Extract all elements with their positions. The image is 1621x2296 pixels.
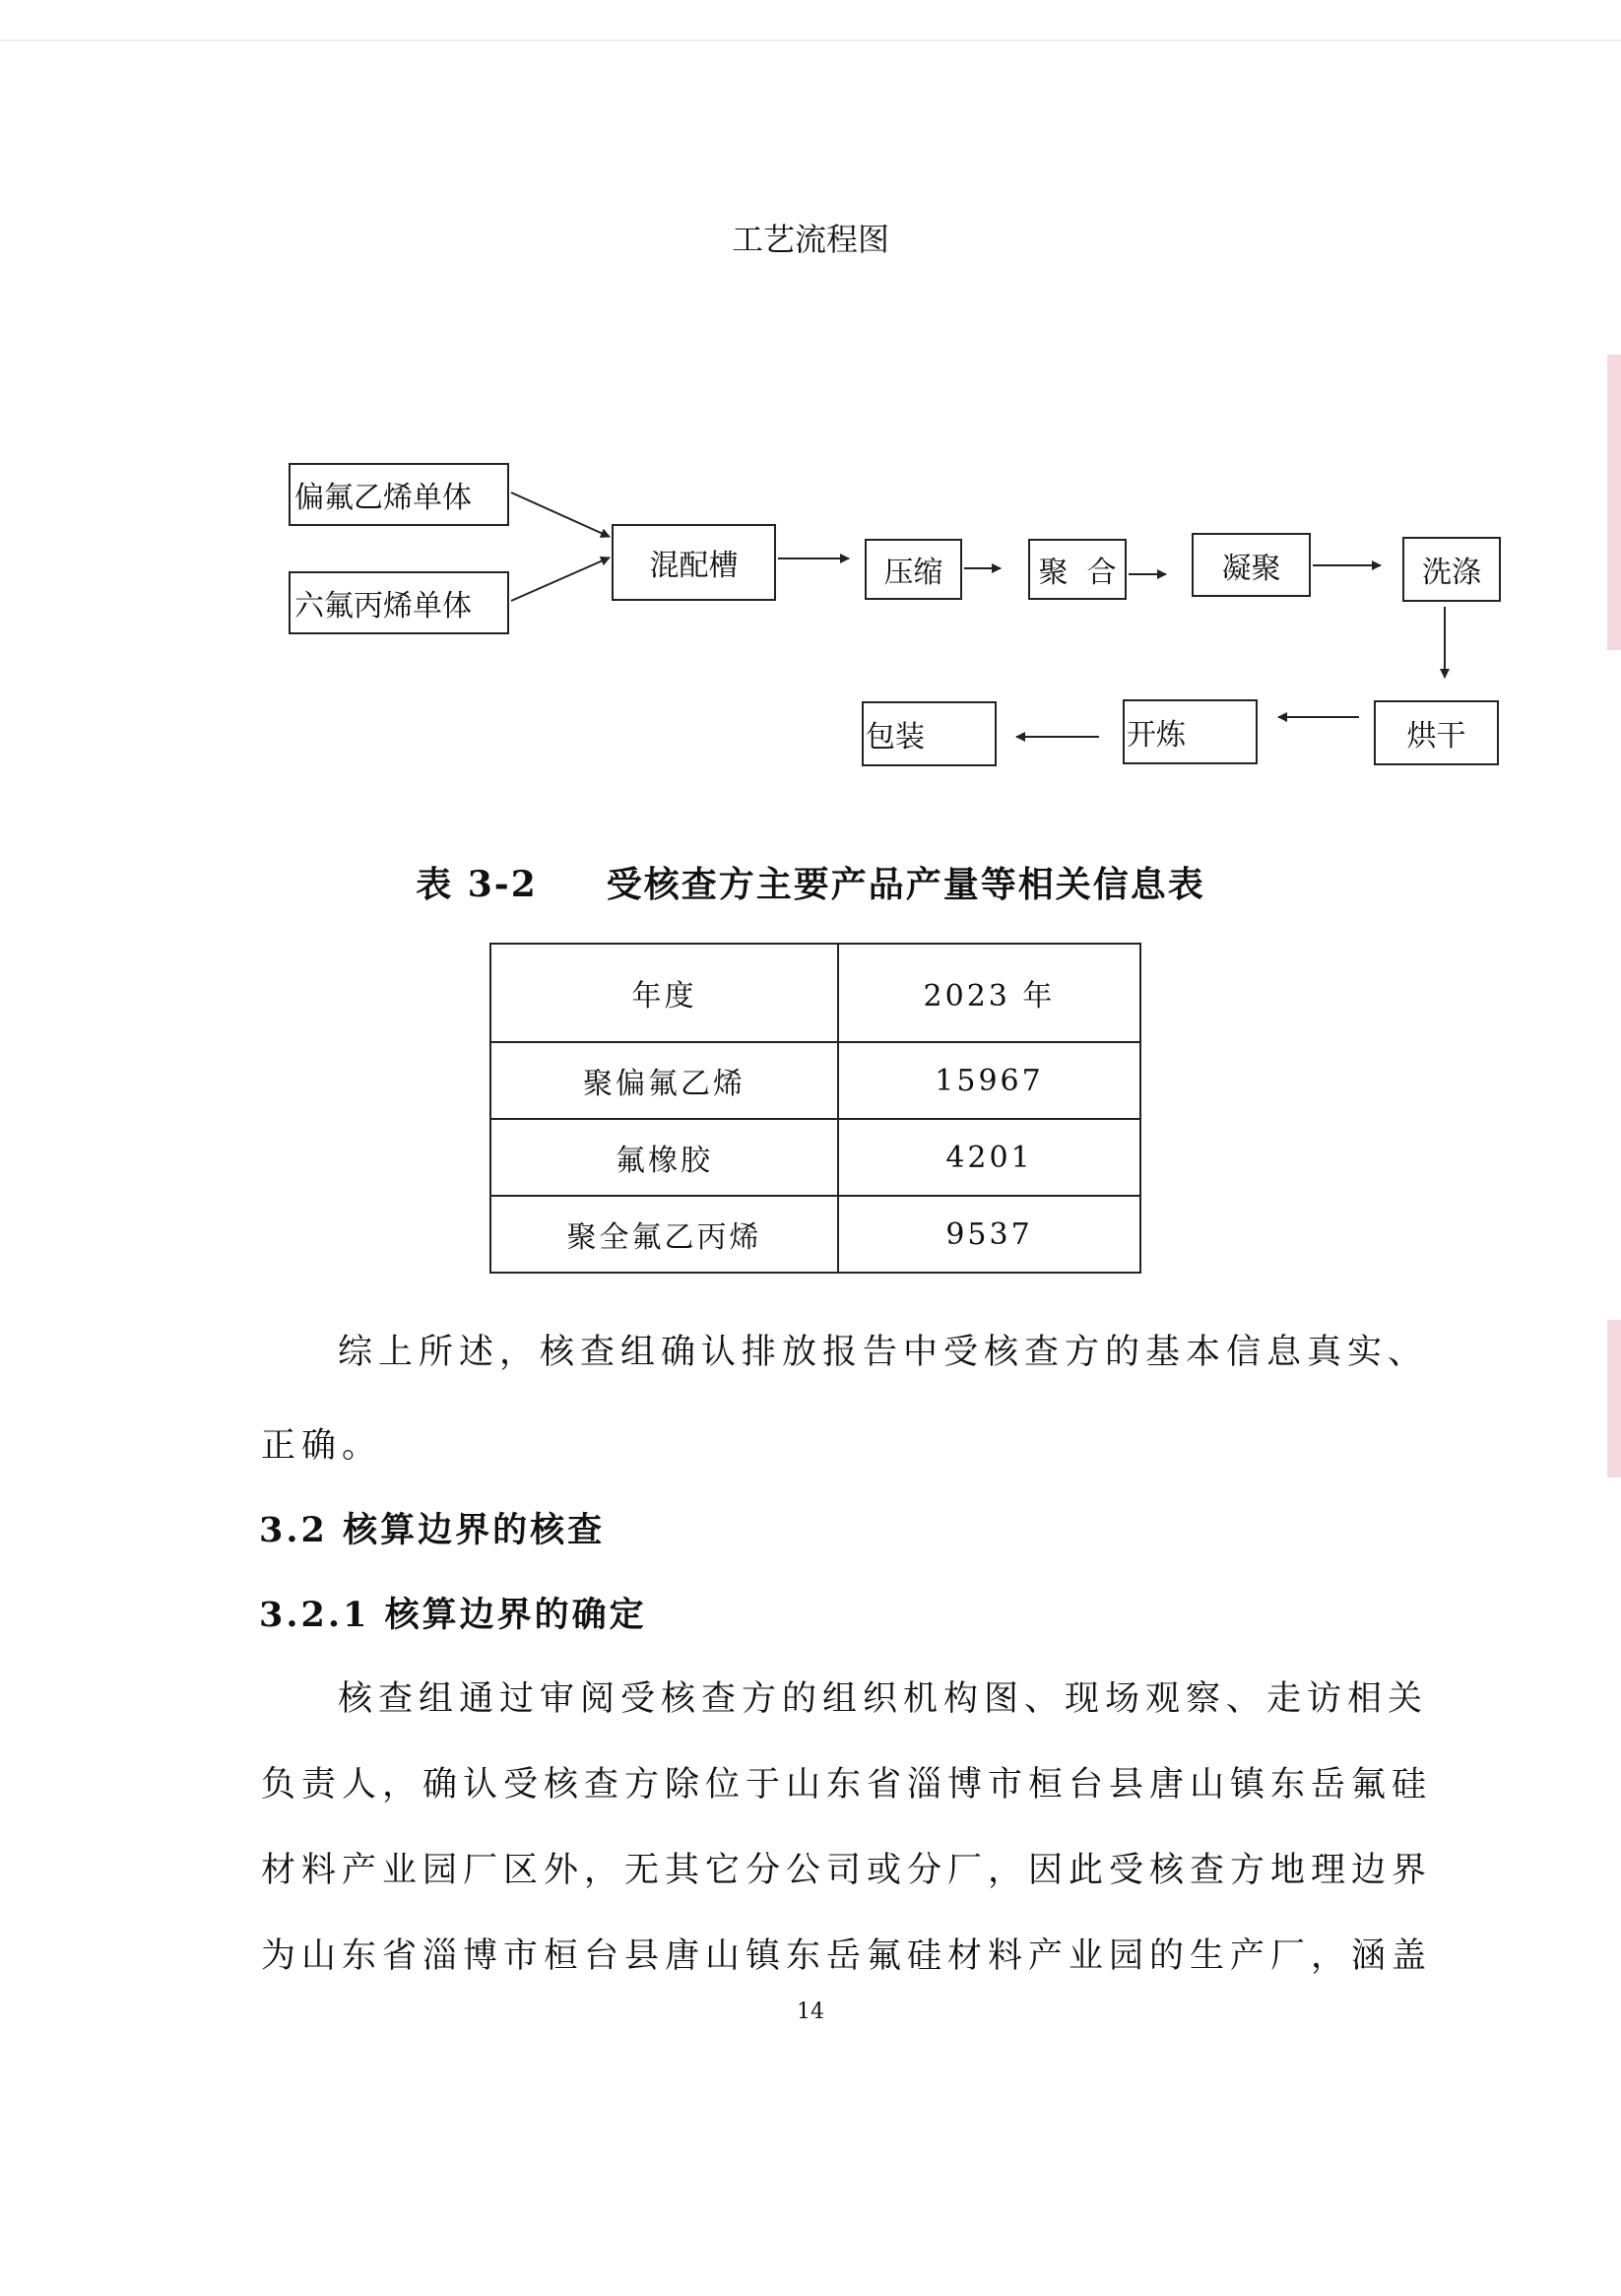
flow-box-mill: 开炼 <box>1123 699 1258 764</box>
flow-box-pack: 包装 <box>862 701 997 766</box>
flow-box-mix: 混配槽 <box>612 524 776 601</box>
table-row <box>490 1119 1140 1196</box>
table-cell-value: 15967 <box>838 1042 1140 1119</box>
page-number: 14 <box>797 2000 824 2024</box>
arrow-monomer2-to-mix <box>511 558 610 601</box>
flow-box-wash: 洗涤 <box>1402 537 1501 602</box>
table-caption-number: 表 3-2 <box>416 864 538 905</box>
flow-box-monomer1: 偏氟乙烯单体 <box>289 463 509 526</box>
product-output-table <box>489 943 1141 1274</box>
table-header-cell: 2023 年 <box>838 944 1140 1042</box>
scan-edge-stain <box>1607 1320 1621 1477</box>
flow-box-dry: 烘干 <box>1374 700 1499 765</box>
table-cell-value: 4201 <box>838 1119 1140 1196</box>
paragraph-line-1: 核查组通过审阅受核查方的组织机构图、现场观察、走访相关 <box>338 1679 1429 1719</box>
table-header-row <box>490 944 1140 1042</box>
table-caption <box>0 857 1621 907</box>
summary-line-2: 正确。 <box>261 1426 383 1466</box>
flowchart-title: 工艺流程图 <box>731 221 889 258</box>
paragraph-line-4: 为山东省淄博市桓台县唐山镇东岳氟硅材料产业园的生产厂，涵盖 <box>261 1936 1433 1976</box>
table-header-cell: 年度 <box>490 944 838 1042</box>
paragraph-line-3: 材料产业园厂区外，无其它分公司或分厂，因此受核查方地理边界 <box>261 1851 1433 1890</box>
table-cell-product: 聚全氟乙丙烯 <box>490 1196 838 1273</box>
table-cell-value: 9537 <box>838 1196 1140 1273</box>
table-cell-product: 氟橡胶 <box>490 1119 838 1196</box>
section-heading-3-2-1: 3.2.1 核算边界的确定 <box>259 1595 647 1635</box>
table-caption-text: 受核查方主要产品产量等相关信息表 <box>606 864 1205 905</box>
paragraph-line-2: 负责人，确认受核查方除位于山东省淄博市桓台县唐山镇东岳氟硅 <box>261 1765 1433 1804</box>
flow-box-polymerize: 聚 合 <box>1028 539 1127 600</box>
flow-box-monomer2: 六氟丙烯单体 <box>289 571 509 634</box>
flow-box-coagulate: 凝聚 <box>1192 533 1311 597</box>
table-row <box>490 1196 1140 1273</box>
flow-box-compress: 压缩 <box>865 539 962 600</box>
table-row <box>490 1042 1140 1119</box>
arrow-monomer1-to-mix <box>511 492 610 537</box>
summary-line-1: 综上所述，核查组确认排放报告中受核查方的基本信息真实、 <box>338 1333 1429 1372</box>
table-cell-product: 聚偏氟乙烯 <box>490 1042 838 1119</box>
flowchart-arrows <box>0 0 1621 886</box>
section-heading-3-2: 3.2 核算边界的核查 <box>259 1510 606 1550</box>
